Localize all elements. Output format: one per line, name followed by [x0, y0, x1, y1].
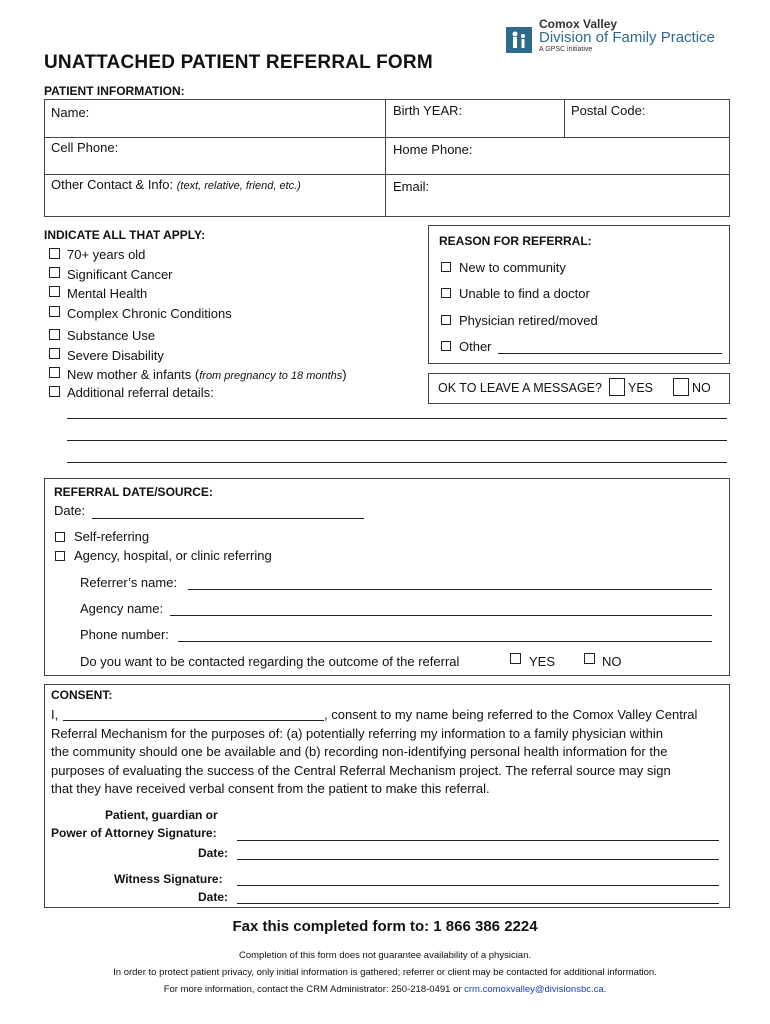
footer-period: .	[603, 984, 607, 995]
checkbox-no-doctor[interactable]	[441, 288, 451, 298]
checkbox-additional[interactable]	[49, 386, 60, 397]
message-yes-label: YES	[628, 381, 654, 395]
referrer-name-label: Referrer’s name:	[80, 575, 178, 590]
divider	[44, 174, 730, 175]
consent-heading: CONSENT:	[51, 688, 113, 702]
footer-note2: In order to protect patient privacy, only initial information is gathered; referrer or client may be contacted for additional information.	[113, 967, 657, 978]
checkbox-mental-health[interactable]	[49, 286, 60, 297]
fax-instruction: Fax this completed form to: 1 866 386 2224	[232, 918, 538, 935]
checkbox-message-no[interactable]	[673, 378, 689, 396]
other-contact-hint: (text, relative, friend, etc.)	[176, 180, 301, 192]
checkbox-self-referring[interactable]	[55, 532, 65, 542]
witness-date-line[interactable]	[237, 903, 719, 904]
name-field[interactable]: Name:	[51, 105, 90, 120]
logo-line1: Comox Valley	[539, 17, 618, 31]
new-mother-label: New mother & infants (	[67, 367, 200, 382]
patient-date-line[interactable]	[237, 859, 719, 860]
indicate-item-new-mother	[67, 367, 347, 382]
checkbox-agency-referring[interactable]	[55, 551, 65, 561]
witness-date-label: Date:	[198, 890, 229, 904]
footer-note1: Completion of this form does not guarantee availability of a physician.	[238, 950, 532, 961]
postal-code-field[interactable]: Postal Code:	[571, 103, 646, 118]
crm-email-link[interactable]: crm.comoxvalley@divisionsbc.ca	[464, 984, 604, 995]
birth-year-field[interactable]: Birth YEAR:	[393, 103, 463, 118]
self-referring-label: Self-referring	[74, 529, 150, 544]
checkbox-cancer[interactable]	[49, 267, 60, 278]
checkbox-outcome-yes[interactable]	[510, 653, 521, 664]
patient-signature-label-a: Patient, guardian or	[105, 808, 218, 822]
additional-details-label: Additional referral details:	[67, 385, 214, 400]
indicate-item: Mental Health	[67, 286, 148, 301]
patient-signature-line[interactable]	[237, 840, 719, 841]
agency-name-label: Agency name:	[80, 601, 164, 616]
consent-name-line[interactable]	[63, 720, 324, 721]
new-mother-end: )	[342, 367, 347, 382]
other-reason-line[interactable]	[498, 353, 722, 354]
referrer-name-line[interactable]	[188, 589, 712, 590]
home-phone-field[interactable]: Home Phone:	[393, 142, 473, 157]
outcome-question: Do you want to be contacted regarding the outcome of the referral	[80, 654, 460, 669]
consent-line4: purposes of evaluating the success of the Central Referral Mechanism project. The referral source may sign	[51, 763, 671, 778]
consent-line1-end: , consent to my name being referred to the Comox Valley Central	[324, 707, 698, 722]
patient-info-heading: PATIENT INFORMATION:	[44, 84, 185, 98]
checkbox-70-plus[interactable]	[49, 248, 60, 259]
agency-referring-label: Agency, hospital, or clinic referring	[74, 548, 272, 563]
witness-signature-label: Witness Signature:	[114, 872, 223, 886]
reason-item: New to community	[459, 260, 566, 275]
checkbox-substance[interactable]	[49, 329, 60, 340]
reason-item: Other	[459, 339, 492, 354]
referral-date-label: Date:	[54, 503, 86, 518]
logo-line3: A GPSC initiative	[539, 46, 593, 53]
consent-line3: the community should one be available and (b) recording non-identifying personal health information for the	[51, 744, 668, 759]
checkbox-message-yes[interactable]	[609, 378, 625, 396]
checkbox-chronic[interactable]	[49, 306, 60, 317]
phone-number-line[interactable]	[178, 641, 712, 642]
witness-signature-line[interactable]	[237, 885, 719, 886]
other-contact-field[interactable]	[51, 177, 301, 192]
checkbox-new-mother[interactable]	[49, 367, 60, 378]
indicate-item: Severe Disability	[67, 348, 164, 363]
checkbox-disability[interactable]	[49, 348, 60, 359]
indicate-item: Complex Chronic Conditions	[67, 306, 232, 321]
logo-icon	[506, 27, 532, 53]
email-field[interactable]: Email:	[393, 179, 430, 194]
patient-date-label: Date:	[198, 846, 229, 860]
divider	[564, 99, 565, 137]
footer-note3	[0, 984, 770, 995]
referral-heading: REFERRAL DATE/SOURCE:	[54, 485, 213, 499]
additional-details-line[interactable]	[67, 440, 727, 441]
logo	[506, 18, 736, 58]
consent-line5: that they have received verbal consent from the patient to make this referral.	[51, 781, 490, 796]
referral-date-line[interactable]	[92, 518, 364, 519]
indicate-heading: INDICATE ALL THAT APPLY:	[44, 228, 206, 242]
footer-note3-text: For more information, contact the CRM Administrator: 250-218-0491 or	[163, 984, 462, 995]
logo-line2: Division of Family Practice	[539, 29, 715, 46]
message-label: OK TO LEAVE A MESSAGE?	[438, 381, 602, 395]
new-mother-italic: from pregnancy to 18 months	[199, 370, 343, 382]
outcome-no-label: NO	[602, 654, 622, 669]
message-no-label: NO	[692, 381, 711, 395]
page-title: UNATTACHED PATIENT REFERRAL FORM	[44, 52, 433, 73]
divider	[385, 99, 386, 217]
cell-phone-field[interactable]: Cell Phone:	[51, 140, 119, 155]
divider	[44, 137, 730, 138]
outcome-yes-label: YES	[529, 654, 556, 669]
patient-signature-label-b: Power of Attorney Signature:	[51, 826, 217, 840]
indicate-item: 70+ years old	[67, 247, 146, 262]
consent-i: I,	[51, 707, 59, 722]
reason-heading: REASON FOR REFERRAL:	[439, 234, 592, 248]
additional-details-line[interactable]	[67, 462, 727, 463]
checkbox-new-community[interactable]	[441, 262, 451, 272]
checkbox-outcome-no[interactable]	[584, 653, 595, 664]
indicate-item: Substance Use	[67, 328, 156, 343]
phone-number-label: Phone number:	[80, 627, 169, 642]
checkbox-retired[interactable]	[441, 315, 451, 325]
additional-details-line[interactable]	[67, 418, 727, 419]
reason-item: Unable to find a doctor	[459, 286, 590, 301]
indicate-item: Significant Cancer	[67, 267, 173, 282]
reason-item: Physician retired/moved	[459, 313, 598, 328]
consent-line2: Referral Mechanism for the purposes of: (a) potentially referring my information to a family physician within	[51, 726, 663, 741]
agency-name-line[interactable]	[170, 615, 712, 616]
checkbox-other[interactable]	[441, 341, 451, 351]
other-contact-label: Other Contact & Info:	[51, 177, 174, 192]
